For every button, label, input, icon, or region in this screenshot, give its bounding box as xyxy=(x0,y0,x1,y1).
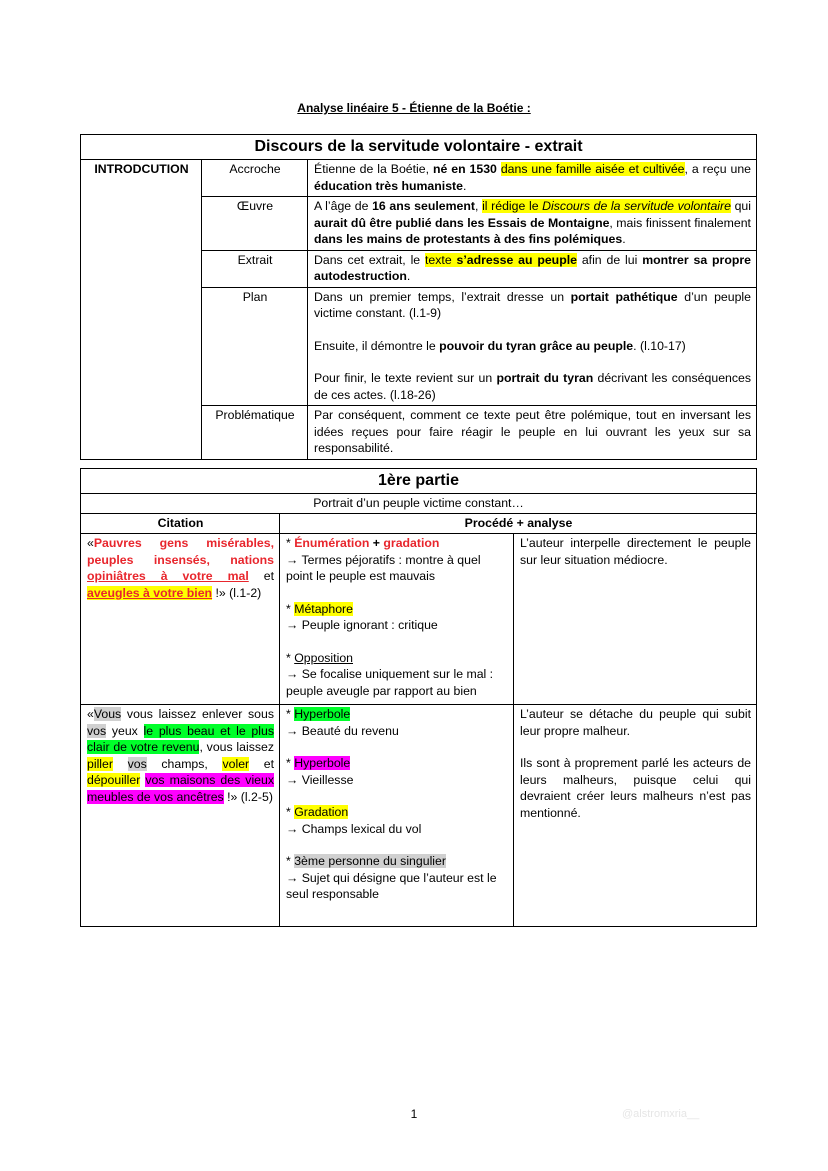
column-header-procede: Procédé + analyse xyxy=(280,513,757,534)
citation-1: «Pauvres gens misérables, peuples insensés, nations opiniâtres à votre mal et aveugles à votre bien !» (l.1-2) xyxy=(81,534,280,705)
part1-table xyxy=(80,468,757,927)
row-label-extrait: Extrait xyxy=(202,250,308,287)
row-label-problematique: Problématique xyxy=(202,406,308,460)
plan-text: Dans un premier temps, l’extrait dresse un portait pathétique d’un peuple victime constant. (l.1-9) Ensuite, il démontre le pouvoir du tyran grâce au peuple. (l.10-17) Pour finir, le texte revient sur un portrait du tyran décrivant les conséquences de ces actes. (l.18-26) xyxy=(308,287,757,406)
extrait-text: Dans cet extrait, le texte s’adresse au peuple afin de lui montrer sa propre autodestruction. xyxy=(308,250,757,287)
column-header-citation: Citation xyxy=(81,513,280,534)
row-label-oeuvre: Œuvre xyxy=(202,197,308,251)
page-number: 1 xyxy=(410,1107,418,1121)
row-label-plan: Plan xyxy=(202,287,308,406)
oeuvre-text: A l’âge de 16 ans seulement, il rédige le Discours de la servitude volontaire qui aurait dû être publié dans les Essais de Montaigne, mais finissent finalement dans les mains de protestants à des fins polémiques. xyxy=(308,197,757,251)
watermark: @alstromxria__ xyxy=(622,1108,700,1120)
procede-1: * Énumération + gradation → Termes péjoratifs : montre à quel point le peuple est mauvais * Métaphore → Peuple ignorant : critique * Opposition → Se focalise uniquement sur le mal : peuple aveugle par rapport au bien xyxy=(280,534,514,705)
introduction-label: INTRODCUTION xyxy=(81,160,202,460)
row-label-accroche: Accroche xyxy=(202,160,308,197)
accroche-text: Étienne de la Boétie, né en 1530 dans une famille aisée et cultivée, a reçu une éducation très humaniste. xyxy=(308,160,757,197)
problematique-text: Par conséquent, comment ce texte peut être polémique, tout en inversant les idées reçues pour faire réagir le peuple en lui ouvrant les yeux sur sa responsabilité. xyxy=(308,406,757,460)
analysis-2: L’auteur se détache du peuple qui subit leur propre malheur. Ils sont à proprement parlé les acteurs de leurs malheurs, puisque celui qui devraient créer leurs malheurs n’est pas mentionné. xyxy=(514,705,757,927)
part1-subtitle: Portrait d’un peuple victime constant… xyxy=(81,494,757,514)
document-title: Analyse linéaire 5 - Étienne de la Boétie : xyxy=(297,101,531,115)
procede-2: * Hyperbole → Beauté du revenu * Hyperbole → Vieillesse * Gradation → Champs lexical du vol * 3ème personne du singulier → Sujet qui désigne que l’auteur est le seul responsable xyxy=(280,705,514,927)
intro-table-title: Discours de la servitude volontaire - extrait xyxy=(81,135,757,160)
part1-title: 1ère partie xyxy=(81,469,757,494)
analysis-1: L’auteur interpelle directement le peuple sur leur situation médiocre. xyxy=(514,534,757,705)
introduction-table xyxy=(80,134,757,460)
citation-2: «Vous vous laissez enlever sous vos yeux le plus beau et le plus clair de votre revenu, vous laissez piller vos champs, voler et dépouiller vos maisons des vieux meubles de vos ancêtres !» (l.2-5) xyxy=(81,705,280,927)
